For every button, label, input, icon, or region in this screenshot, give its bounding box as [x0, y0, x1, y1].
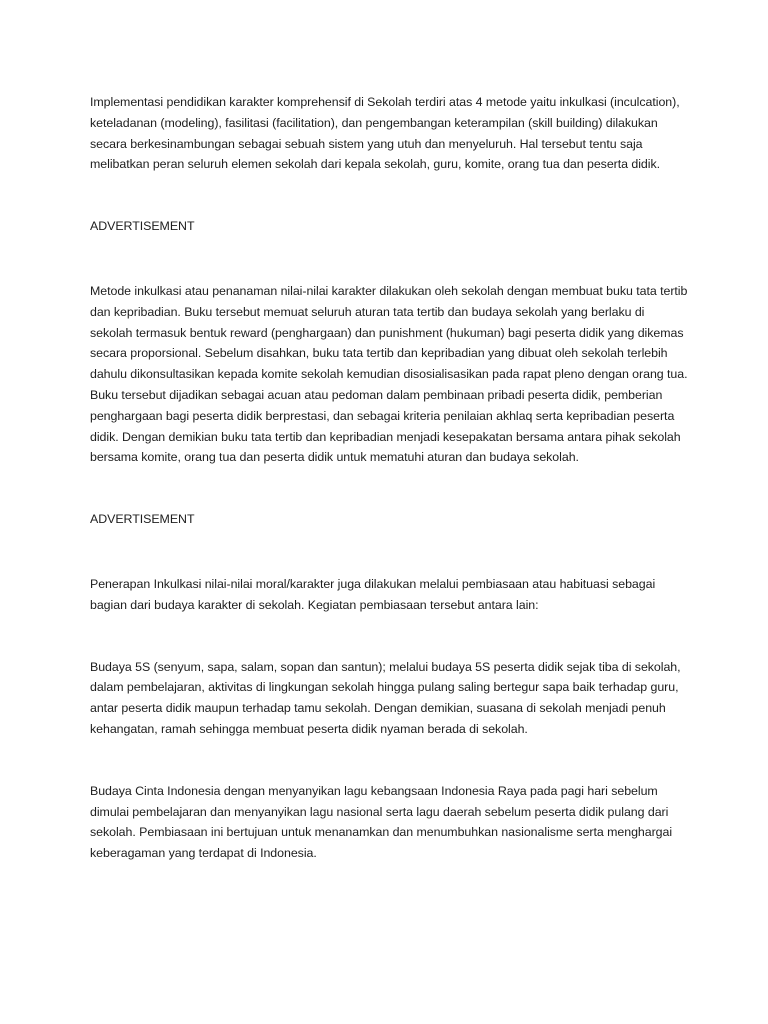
paragraph-habituation: Penerapan Inkulkasi nilai-nilai moral/karakter juga dilakukan melalui pembiasaan atau habituasi sebagai bagian dari budaya karakter di sekolah. Kegiatan pembiasaan tersebut antara lain: — [90, 576, 656, 612]
paragraph-inkulkasi-method: Metode inkulkasi atau penanaman nilai-nilai karakter dilakukan oleh sekolah dengan membuat buku tata tertib dan kepribadian. Buku tersebut memuat seluruh aturan tata tertib dan budaya sekolah yang berlaku di sekolah termasuk bentuk reward (penghargaan) dan punishment (hukuman) bagi peserta didik yang dikemas secara proporsional. Sebelum disahkan, buku tata tertib dan kepribadian yang dibuat oleh sekolah terlebih dahulu dikonsultasikan kepada komite sekolah kemudian disosialisasikan pada rapat pleno dengan orang tua. Buku tersebut dijadikan sebagai acuan atau pedoman dalam pembinaan pribadi peserta didik, pemberian penghargaan bagi peserta didik berprestasi, dan sebagai kriteria penilaian akhlaq serta kepribadian peserta didik. Dengan demikian buku tata tertib dan kepribadian menjadi kesepakatan bersama antara pihak sekolah bersama komite, orang tua dan peserta didik untuk mematuhi aturan dan budaya sekolah. — [90, 283, 688, 465]
advertisement-label: ADVERTISEMENT — [90, 219, 195, 234]
paragraph-budaya-cinta-indonesia: Budaya Cinta Indonesia dengan menyanyikan lagu kebangsaan Indonesia Raya pada pagi hari sebelum dimulai pembelajaran dan menyanyikan lagu nasional serta lagu daerah sebelum peserta didik pulang dari sekolah. Pembiasaan ini bertujuan untuk menanamkan dan menumbuhkan nasionalisme serta menghargai keberagaman yang terdapat di Indonesia. — [90, 783, 673, 861]
paragraph-budaya-5s: Budaya 5S (senyum, sapa, salam, sopan dan santun); melalui budaya 5S peserta didik sejak tiba di sekolah, dalam pembelajaran, aktivitas di lingkungan sekolah hingga pulang saling bertegur sapa baik terhadap guru, antar peserta didik maupun terhadap tamu sekolah. Dengan demikian, suasana di sekolah menjadi penuh kehangatan, ramah sehingga membuat peserta didik nyaman berada di sekolah. — [90, 659, 681, 736]
advertisement-label: ADVERTISEMENT — [90, 512, 195, 527]
paragraph-intro: Implementasi pendidikan karakter komprehensif di Sekolah terdiri atas 4 metode yaitu inkulkasi (inculcation), keteladanan (modeling), fasilitasi (facilitation), dan pengembangan keterampilan (skill building) dilakukan secara berkesinambungan sebagai sebuah sistem yang utuh dan menyeluruh. Hal tersebut tentu saja melibatkan peran seluruh elemen sekolah dari kepala sekolah, guru, komite, orang tua dan peserta didik. — [90, 95, 680, 172]
